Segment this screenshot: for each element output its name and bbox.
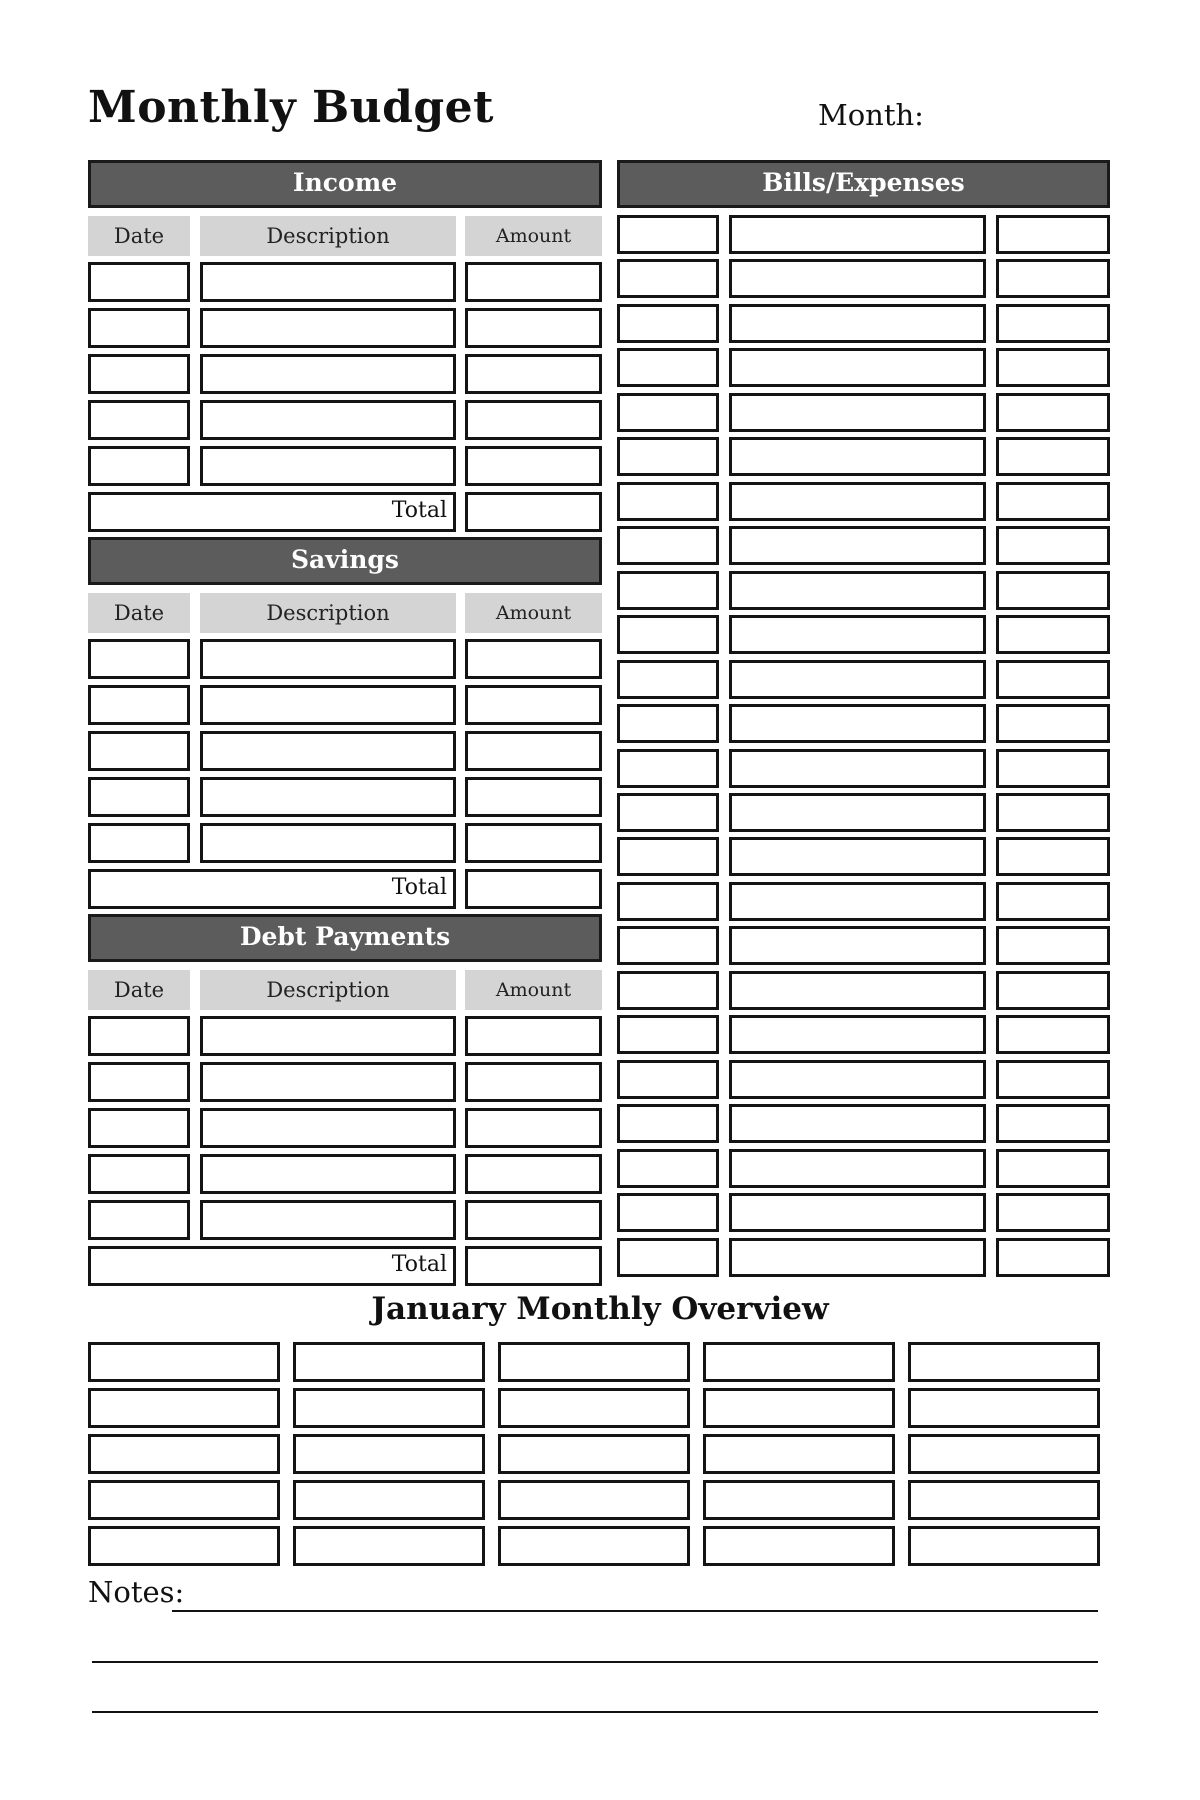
overview-cell[interactable] [908,1434,1100,1474]
debt-total-amount[interactable] [465,1246,602,1286]
overview-title: January Monthly Overview [371,1291,829,1327]
bills-description-cell[interactable] [729,215,986,254]
savings-total-amount[interactable] [465,869,602,909]
bills-date-cell[interactable] [617,526,719,565]
bills-amount-cell[interactable] [996,660,1110,699]
debt-amount-cell[interactable] [465,1016,602,1056]
bills-amount-cell[interactable] [996,1060,1110,1099]
bills-date-cell[interactable] [617,1060,719,1099]
bills-date-cell[interactable] [617,837,719,876]
overview-cell[interactable] [88,1388,280,1428]
debt-date-cell[interactable] [88,1108,190,1148]
bills-description-cell[interactable] [729,437,986,476]
bills-description-cell[interactable] [729,1193,986,1232]
debt-date-cell[interactable] [88,1062,190,1102]
overview-cell[interactable] [88,1480,280,1520]
debt-header-description: Description [200,970,456,1010]
bills-description-cell[interactable] [729,1015,986,1054]
debt-date-cell[interactable] [88,1016,190,1056]
income-description-cell[interactable] [200,354,456,394]
bills-description-cell[interactable] [729,526,986,565]
debt-date-cell[interactable] [88,1154,190,1194]
bills-date-cell[interactable] [617,393,719,432]
bills-section-header: Bills/Expenses [617,160,1110,208]
income-section-header: Income [88,160,602,208]
income-header-description: Description [200,216,456,256]
income-date-cell[interactable] [88,354,190,394]
debt-section-header: Debt Payments [88,914,602,962]
overview-cell[interactable] [703,1480,895,1520]
income-description-cell[interactable] [200,446,456,486]
bills-date-cell[interactable] [617,348,719,387]
bills-amount-cell[interactable] [996,259,1110,298]
bills-description-cell[interactable] [729,704,986,743]
savings-date-cell[interactable] [88,823,190,863]
savings-header-description: Description [200,593,456,633]
overview-cell[interactable] [293,1526,485,1566]
savings-amount-cell[interactable] [465,685,602,725]
savings-description-cell[interactable] [200,777,456,817]
overview-cell[interactable] [498,1526,690,1566]
debt-description-cell[interactable] [200,1200,456,1240]
bills-amount-cell[interactable] [996,393,1110,432]
bills-date-cell[interactable] [617,304,719,343]
income-amount-cell[interactable] [465,354,602,394]
bills-date-cell[interactable] [617,482,719,521]
bills-date-cell[interactable] [617,1149,719,1188]
bills-date-cell[interactable] [617,437,719,476]
savings-amount-cell[interactable] [465,639,602,679]
income-amount-cell[interactable] [465,446,602,486]
income-date-cell[interactable] [88,446,190,486]
bills-date-cell[interactable] [617,571,719,610]
bills-amount-cell[interactable] [996,793,1110,832]
savings-description-cell[interactable] [200,685,456,725]
overview-cell[interactable] [703,1434,895,1474]
income-amount-cell[interactable] [465,262,602,302]
debt-amount-cell[interactable] [465,1200,602,1240]
overview-cell[interactable] [498,1388,690,1428]
bills-amount-cell[interactable] [996,526,1110,565]
debt-total-label: Total [88,1246,456,1286]
bills-amount-cell[interactable] [996,1104,1110,1143]
income-header-amount: Amount [465,216,602,256]
overview-cell[interactable] [908,1526,1100,1566]
bills-description-cell[interactable] [729,393,986,432]
income-description-cell[interactable] [200,400,456,440]
bills-description-cell[interactable] [729,1149,986,1188]
notes-label: Notes: [88,1575,185,1609]
bills-amount-cell[interactable] [996,1149,1110,1188]
bills-description-cell[interactable] [729,571,986,610]
bills-amount-cell[interactable] [996,1015,1110,1054]
notes-line[interactable] [172,1610,1098,1612]
bills-description-cell[interactable] [729,660,986,699]
savings-date-cell[interactable] [88,777,190,817]
income-total-label: Total [88,492,456,532]
debt-description-cell[interactable] [200,1154,456,1194]
bills-description-cell[interactable] [729,749,986,788]
income-description-cell[interactable] [200,308,456,348]
bills-date-cell[interactable] [617,749,719,788]
income-date-cell[interactable] [88,308,190,348]
bills-amount-cell[interactable] [996,437,1110,476]
month-label: Month: [818,98,924,132]
savings-date-cell[interactable] [88,731,190,771]
bills-description-cell[interactable] [729,882,986,921]
savings-header-amount: Amount [465,593,602,633]
bills-description-cell[interactable] [729,971,986,1010]
overview-cell[interactable] [498,1342,690,1382]
bills-amount-cell[interactable] [996,348,1110,387]
savings-date-cell[interactable] [88,685,190,725]
savings-description-cell[interactable] [200,731,456,771]
income-description-cell[interactable] [200,262,456,302]
bills-date-cell[interactable] [617,704,719,743]
bills-date-cell[interactable] [617,971,719,1010]
debt-header-date: Date [88,970,190,1010]
overview-cell[interactable] [498,1480,690,1520]
bills-amount-cell[interactable] [996,615,1110,654]
overview-cell[interactable] [498,1434,690,1474]
bills-description-cell[interactable] [729,615,986,654]
bills-date-cell[interactable] [617,1238,719,1277]
debt-description-cell[interactable] [200,1062,456,1102]
bills-date-cell[interactable] [617,259,719,298]
overview-cell[interactable] [293,1342,485,1382]
overview-cell[interactable] [703,1388,895,1428]
bills-amount-cell[interactable] [996,749,1110,788]
bills-date-cell[interactable] [617,1193,719,1232]
income-amount-cell[interactable] [465,400,602,440]
overview-cell[interactable] [88,1342,280,1382]
debt-amount-cell[interactable] [465,1154,602,1194]
savings-total-label: Total [88,869,456,909]
overview-cell[interactable] [908,1480,1100,1520]
bills-amount-cell[interactable] [996,882,1110,921]
debt-amount-cell[interactable] [465,1062,602,1102]
debt-date-cell[interactable] [88,1200,190,1240]
bills-amount-cell[interactable] [996,304,1110,343]
bills-description-cell[interactable] [729,793,986,832]
overview-cell[interactable] [293,1388,485,1428]
debt-header-amount: Amount [465,970,602,1010]
income-total-amount[interactable] [465,492,602,532]
overview-cell[interactable] [293,1480,485,1520]
income-amount-cell[interactable] [465,308,602,348]
bills-description-cell[interactable] [729,1104,986,1143]
bills-amount-cell[interactable] [996,704,1110,743]
page-title: Monthly Budget [88,82,494,133]
bills-date-cell[interactable] [617,926,719,965]
notes-line[interactable] [92,1711,1098,1713]
bills-amount-cell[interactable] [996,1193,1110,1232]
bills-date-cell[interactable] [617,793,719,832]
bills-amount-cell[interactable] [996,482,1110,521]
bills-amount-cell[interactable] [996,215,1110,254]
savings-description-cell[interactable] [200,823,456,863]
bills-amount-cell[interactable] [996,1238,1110,1277]
overview-cell[interactable] [908,1342,1100,1382]
overview-cell[interactable] [293,1434,485,1474]
debt-description-cell[interactable] [200,1108,456,1148]
overview-cell[interactable] [908,1388,1100,1428]
income-header-date: Date [88,216,190,256]
debt-amount-cell[interactable] [465,1108,602,1148]
bills-description-cell[interactable] [729,304,986,343]
bills-description-cell[interactable] [729,926,986,965]
bills-description-cell[interactable] [729,348,986,387]
income-date-cell[interactable] [88,400,190,440]
savings-header-date: Date [88,593,190,633]
income-date-cell[interactable] [88,262,190,302]
bills-description-cell[interactable] [729,482,986,521]
bills-date-cell[interactable] [617,615,719,654]
savings-date-cell[interactable] [88,639,190,679]
bills-date-cell[interactable] [617,1104,719,1143]
bills-description-cell[interactable] [729,259,986,298]
savings-amount-cell[interactable] [465,777,602,817]
overview-cell[interactable] [88,1526,280,1566]
savings-amount-cell[interactable] [465,823,602,863]
bills-amount-cell[interactable] [996,837,1110,876]
overview-cell[interactable] [703,1342,895,1382]
overview-cell[interactable] [88,1434,280,1474]
savings-section-header: Savings [88,537,602,585]
bills-amount-cell[interactable] [996,926,1110,965]
bills-description-cell[interactable] [729,1238,986,1277]
savings-amount-cell[interactable] [465,731,602,771]
overview-cell[interactable] [703,1526,895,1566]
bills-amount-cell[interactable] [996,971,1110,1010]
bills-date-cell[interactable] [617,882,719,921]
bills-description-cell[interactable] [729,1060,986,1099]
bills-date-cell[interactable] [617,1015,719,1054]
savings-description-cell[interactable] [200,639,456,679]
debt-description-cell[interactable] [200,1016,456,1056]
notes-line[interactable] [92,1661,1098,1663]
bills-amount-cell[interactable] [996,571,1110,610]
bills-description-cell[interactable] [729,837,986,876]
bills-date-cell[interactable] [617,215,719,254]
bills-date-cell[interactable] [617,660,719,699]
